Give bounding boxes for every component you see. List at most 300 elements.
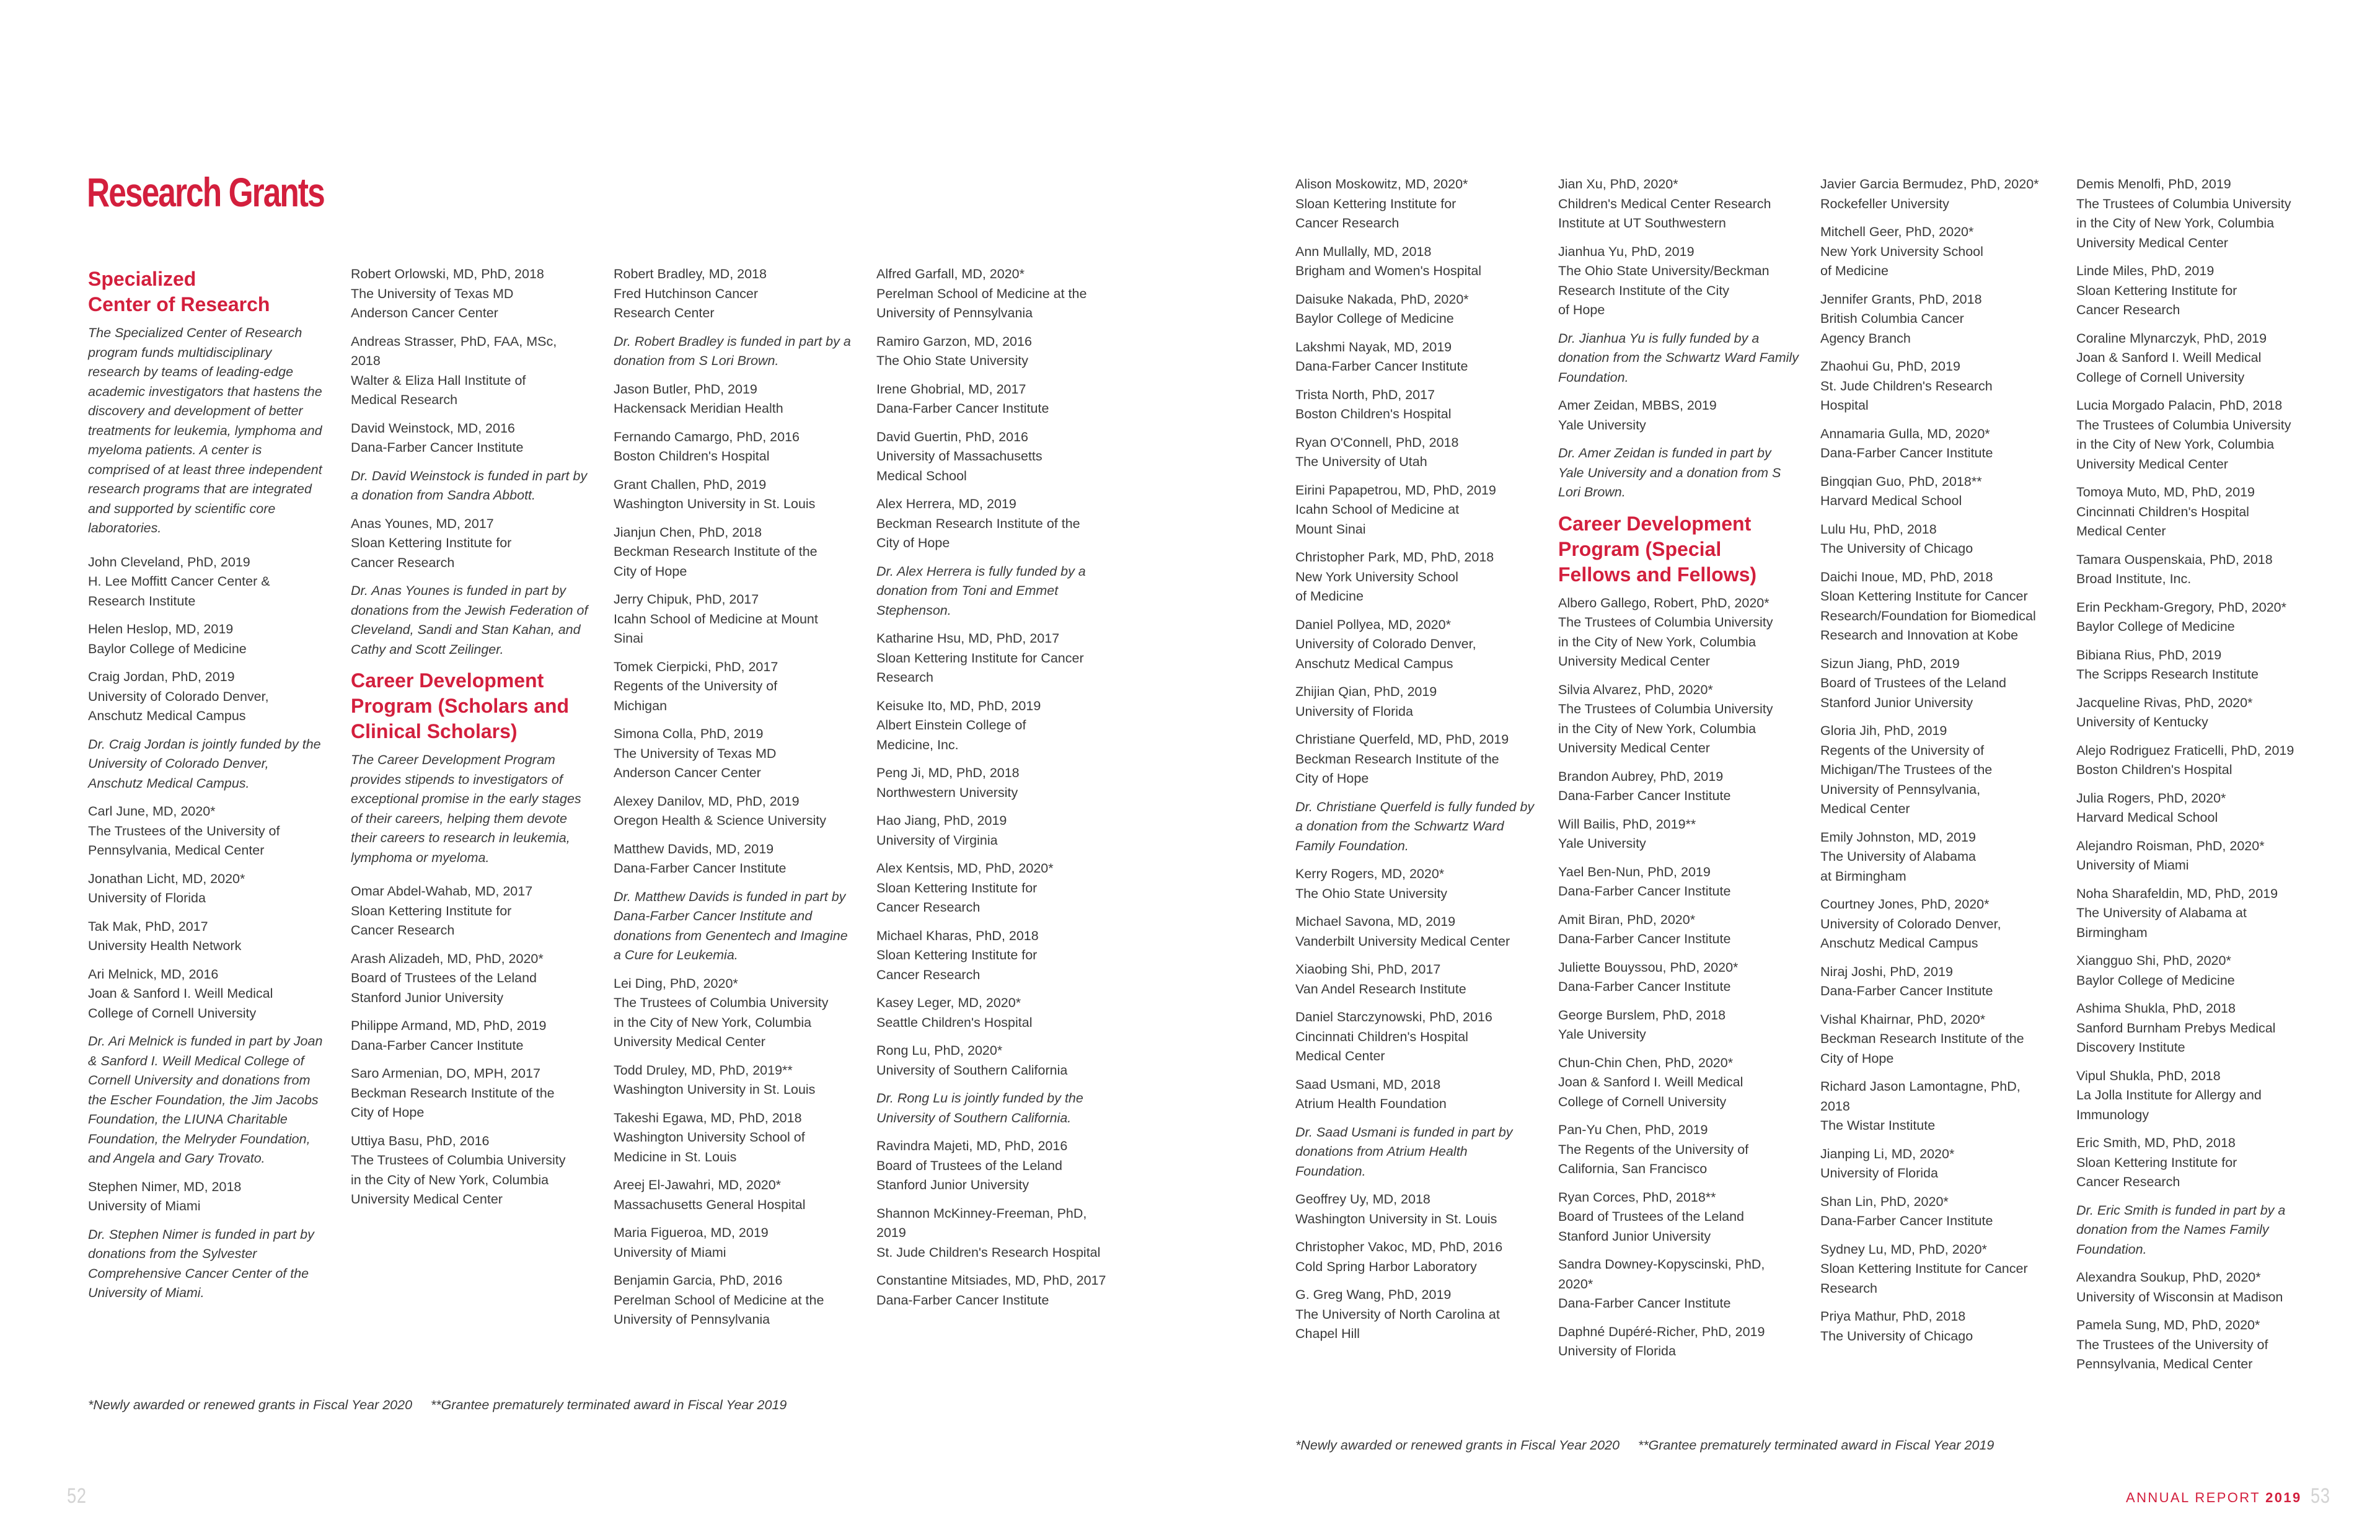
grantee-name: Amit Biran, PhD, 2020* xyxy=(1558,912,1696,927)
grantee-institution: Mount Sinai xyxy=(1295,521,1366,537)
grantee-entry xyxy=(876,993,1115,1032)
grantee-name: Ann Mullally, MD, 2018 xyxy=(1295,244,1432,259)
grantee-institution: The Ohio State University/Beckman xyxy=(1558,263,1770,278)
grantee-name: Alejo Rodriguez Fraticelli, PhD, 2019 xyxy=(2076,742,2294,758)
column-3 xyxy=(614,265,852,1339)
column-8 xyxy=(2076,175,2318,1383)
grantee-name: Matthew Davids, MD, 2019 xyxy=(614,841,774,856)
grantee-entry xyxy=(1820,828,2062,887)
grantee-name: Takeshi Egawa, MD, PhD, 2018 xyxy=(614,1110,802,1125)
grantee-institution: Pennsylvania, Medical Center xyxy=(2076,1357,2253,1371)
page-title: Research Grants xyxy=(87,169,324,215)
grantee-institution: The Scripps Research Institute xyxy=(2076,667,2259,682)
grantee-name: Julia Rogers, PhD, 2020* xyxy=(2076,790,2226,806)
funding-note: Dr. David Weinstock is funded in part by a donation from Sandra Abbott. xyxy=(351,468,588,503)
grantee-entry xyxy=(2076,1268,2318,1307)
grantee-institution: Icahn School of Medicine at xyxy=(1295,502,1460,517)
grantee-entry xyxy=(876,811,1115,850)
grantee-institution: Massachusetts General Hospital xyxy=(614,1197,806,1212)
grantee-entry xyxy=(351,1016,589,1055)
grantee-name: Anas Younes, MD, 2017 xyxy=(351,516,494,531)
grantee-name: Christiane Querfeld, MD, PhD, 2019 xyxy=(1295,732,1509,747)
grantee-name: Tak Mak, PhD, 2017 xyxy=(88,918,208,934)
grantee-name: Shannon McKinney-Freeman, PhD, xyxy=(876,1205,1087,1221)
grantee-name: Tamara Ouspenskaia, PhD, 2018 xyxy=(2076,552,2273,567)
grantee-entry xyxy=(1820,425,2062,464)
grantee-name: John Cleveland, PhD, 2019 xyxy=(88,554,250,570)
grantee-institution: Cold Spring Harbor Laboratory xyxy=(1295,1259,1477,1274)
grantee-institution: Stanford Junior University xyxy=(1820,695,1973,710)
grantee-institution: Washington University School of xyxy=(614,1130,805,1145)
grantee-entry xyxy=(1295,548,1537,607)
grantee-entry xyxy=(1820,654,2062,713)
grantee-entry xyxy=(614,1271,852,1330)
grantee-institution: Regents of the University of xyxy=(1820,742,1985,758)
column-4 xyxy=(876,265,1115,1319)
grantee-institution: Dana-Farber Cancer Institute xyxy=(1820,1213,1993,1228)
grantee-entry xyxy=(1558,680,1800,759)
grantee-entry xyxy=(2076,1316,2318,1375)
grantee-institution: Medical Center xyxy=(1820,801,1910,816)
grantee-institution: Dana-Farber Cancer Institute xyxy=(876,1292,1049,1308)
grantee-entry xyxy=(88,917,327,956)
grantee-entry xyxy=(614,428,852,467)
grantee-institution: in the City of New York, Columbia xyxy=(351,1172,549,1187)
grantee-entry xyxy=(614,380,852,419)
grantee-institution: Anschutz Medical Campus xyxy=(1295,656,1453,671)
grantee-name: Lulu Hu, PhD, 2018 xyxy=(1820,521,1937,537)
footnote-left: *Newly awarded or renewed grants in Fiscal Year 2020 **Grantee prematurely terminated award in Fiscal Year 2019 xyxy=(88,1397,787,1412)
grantee-institution: Dana-Farber Cancer Institute xyxy=(351,440,524,455)
grantee-institution: City of Hope xyxy=(1295,771,1369,786)
grantee-institution: Research and Innovation at Kobe xyxy=(1820,628,2019,643)
grantee-name: Alejandro Roisman, PhD, 2020* xyxy=(2076,838,2265,853)
grantee-name: Robert Bradley, MD, 2018 xyxy=(614,266,767,281)
grantee-entry xyxy=(1295,433,1537,472)
grantee-institution: University of Florida xyxy=(1820,1166,1938,1181)
grantee-institution: Dana-Farber Cancer Institute xyxy=(1820,446,1993,460)
grantee-name: Xiaobing Shi, PhD, 2017 xyxy=(1295,962,1441,977)
grantee-entry xyxy=(1558,1006,1800,1045)
grantee-institution: Children's Medical Center Research xyxy=(1558,196,1771,211)
grantee-institution: University of Virginia xyxy=(876,832,998,848)
grantee-institution: Cancer Research xyxy=(2076,302,2180,317)
grantee-institution: Rockefeller University xyxy=(1820,196,1949,211)
grantee-institution: Sloan Kettering Institute for xyxy=(2076,283,2237,298)
grantee-name: Saro Armenian, DO, MPH, 2017 xyxy=(351,1066,540,1081)
grantee-entry xyxy=(2076,1067,2318,1125)
grantee-name: Andreas Strasser, PhD, FAA, MSc, xyxy=(351,333,557,349)
grantee-institution: University Medical Center xyxy=(2076,456,2228,472)
grantee-entry xyxy=(1820,520,2062,559)
grantee-institution: H. Lee Moffitt Cancer Center & xyxy=(88,574,270,589)
grantee-institution: Yale University xyxy=(1558,836,1646,851)
grantee-institution: Brigham and Women's Hospital xyxy=(1295,263,1482,278)
funding-note: Dr. Anas Younes is funded in part by donations from the Jewish Federation of Cleveland, Sandi and Stan Kahan, and Cathy and Scott Zeilinger. xyxy=(351,583,588,657)
section-heading-line: Career Development xyxy=(351,669,544,692)
grantee-entry xyxy=(614,1061,852,1100)
grantee-name: Helen Heslop, MD, 2019 xyxy=(88,622,234,636)
grantee-entry xyxy=(1295,338,1537,377)
grantee-name: Jason Butler, PhD, 2019 xyxy=(614,381,757,397)
grantee-entry xyxy=(614,475,852,514)
grantee-institution: Regents of the University of xyxy=(614,679,778,693)
section-heading-line: Program (Scholars and xyxy=(351,695,570,717)
grantee-institution: Oregon Health & Science University xyxy=(614,813,826,828)
grantee-name: Ramiro Garzon, MD, 2016 xyxy=(876,333,1032,349)
grantee-name: Jian Xu, PhD, 2020* xyxy=(1558,177,1678,191)
grantee-name: Richard Jason Lamontagne, PhD, xyxy=(1820,1079,2021,1094)
grantee-name: Simona Colla, PhD, 2019 xyxy=(614,726,764,741)
grantee-institution: Dana-Farber Cancer Institute xyxy=(876,401,1049,416)
grantee-institution: The Trustees of Columbia University xyxy=(2076,417,2291,433)
grantee-institution: The University of Chicago xyxy=(1820,541,1973,556)
grantee-name: Ashima Shukla, PhD, 2018 xyxy=(2076,1001,2236,1016)
grantee-institution: Medicine in St. Louis xyxy=(614,1149,737,1164)
program-description: The Specialized Center of Research program funds multidisciplinary research by teams of leading-edge academic investigators that hastens the discovery and development of better treatments for leukemia, lymphoma and myeloma patients. A center is comprised of at least three independent research programs that are integrated and supported by scientific core laboratories. xyxy=(88,325,322,535)
funding-note: Dr. Amer Zeidan is funded in part by Yale University and a donation from S Lori Brown. xyxy=(1558,446,1781,499)
grantee-institution: Broad Institute, Inc. xyxy=(2076,571,2192,586)
grantee-name: Mitchell Geer, PhD, 2020* xyxy=(1820,224,1974,239)
grantee-name: Alex Herrera, MD, 2019 xyxy=(876,496,1016,511)
grantee-entry xyxy=(2076,951,2318,990)
grantee-institution: University of Massachusetts xyxy=(876,449,1042,464)
grantee-institution: Dana-Farber Cancer Institute xyxy=(1558,884,1731,899)
grantee-institution: Washington University in St. Louis xyxy=(1295,1211,1497,1226)
grantee-entry xyxy=(88,553,327,612)
grantee-entry xyxy=(88,965,327,1024)
grantee-institution: Albert Einstein College of xyxy=(876,718,1026,733)
grantee-institution: Pennsylvania, Medical Center xyxy=(88,843,265,858)
grantee-institution: University Medical Center xyxy=(614,1034,765,1049)
grantee-entry xyxy=(614,1176,852,1215)
grantee-entry xyxy=(88,802,327,861)
grantee-institution: The Trustees of Columbia University xyxy=(351,1153,566,1168)
grantee-institution: Seattle Children's Hospital xyxy=(876,1014,1033,1030)
grantee-institution: Sloan Kettering Institute for Cancer xyxy=(1820,589,2028,604)
grantee-name: Michael Kharas, PhD, 2018 xyxy=(876,928,1039,943)
grantee-entry xyxy=(1295,912,1537,951)
grantee-institution: College of Cornell University xyxy=(2076,369,2245,385)
grantee-entry xyxy=(876,629,1115,688)
grantee-name: Benjamin Garcia, PhD, 2016 xyxy=(614,1273,783,1288)
column-2 xyxy=(351,265,589,1218)
grantee-name: Javier Garcia Bermudez, PhD, 2020* xyxy=(1820,177,2039,191)
grantee-name: Areej El-Jawahri, MD, 2020* xyxy=(614,1177,782,1192)
grantee-entry xyxy=(88,869,327,909)
grantee-entry xyxy=(2076,789,2318,828)
grantee-institution: Michigan xyxy=(614,698,668,713)
grantee-institution: Boston Children's Hospital xyxy=(614,449,770,464)
grantee-entry xyxy=(876,763,1115,803)
grantee-entry xyxy=(876,265,1115,323)
program-description: The Career Development Program provides stipends to investigators of exceptional promise in the early stages of their careers, helping them devote their careers to research in leukemia, lymphoma or myeloma. xyxy=(351,752,581,865)
grantee-institution: at Birmingham xyxy=(1820,868,1906,884)
grantee-institution: Cancer Research xyxy=(351,923,455,938)
grantee-name: Constantine Mitsiades, MD, PhD, 2017 xyxy=(876,1273,1106,1288)
grantee-entry xyxy=(1558,175,1800,234)
grantee-institution: Perelman School of Medicine at the xyxy=(614,1292,824,1308)
grantee-institution: Cancer Research xyxy=(2076,1174,2180,1189)
grantee-name: Ravindra Majeti, MD, PhD, 2016 xyxy=(876,1138,1068,1153)
grantee-name: Amer Zeidan, MBBS, 2019 xyxy=(1558,398,1717,413)
grantee-name: Zhaohui Gu, PhD, 2019 xyxy=(1820,359,1960,374)
grantee-institution: University of Florida xyxy=(1558,1344,1676,1358)
grantee-institution: Baylor College of Medicine xyxy=(2076,972,2235,988)
grantee-name: Rong Lu, PhD, 2020* xyxy=(876,1043,1003,1058)
grantee-institution: Sloan Kettering Institute for Cancer xyxy=(876,650,1084,666)
grantee-name: Zhijian Qian, PhD, 2019 xyxy=(1295,684,1437,699)
grantee-institution: Harvard Medical School xyxy=(2076,810,2218,825)
grantee-name: Keisuke Ito, MD, PhD, 2019 xyxy=(876,698,1041,713)
grantee-institution: Sloan Kettering Institute for xyxy=(876,948,1038,962)
page-number-left: 52 xyxy=(67,1484,87,1508)
grantee-name: Jacqueline Rivas, PhD, 2020* xyxy=(2076,695,2253,710)
grantee-institution: Medical Center xyxy=(1295,1049,1385,1063)
grantee-name: Emily Johnston, MD, 2019 xyxy=(1820,829,1976,845)
grantee-name: Alison Moskowitz, MD, 2020* xyxy=(1295,177,1468,191)
grantee-institution: City of Hope xyxy=(614,563,687,579)
grantee-entry xyxy=(1558,1322,1800,1362)
grantee-institution: The Trustees of the University of xyxy=(2076,1337,2268,1352)
grantee-institution: Hospital xyxy=(1820,398,1869,413)
grantee-name: Ryan Corces, PhD, 2018** xyxy=(1558,1189,1716,1205)
grantee-name: Daichi Inoue, MD, PhD, 2018 xyxy=(1820,569,1993,584)
grantee-entry xyxy=(1820,472,2062,511)
grantee-institution: Anschutz Medical Campus xyxy=(1820,936,1978,951)
grantee-name: G. Greg Wang, PhD, 2019 xyxy=(1295,1287,1452,1302)
grantee-entry xyxy=(2076,550,2318,589)
column-1 xyxy=(88,266,327,1312)
grantee-name: Arash Alizadeh, MD, PhD, 2020* xyxy=(351,951,544,966)
grantee-name: Priya Mathur, PhD, 2018 xyxy=(1820,1309,1966,1324)
grantee-institution: City of Hope xyxy=(876,535,950,550)
grantee-institution: 2018 xyxy=(351,353,381,368)
grantee-institution: Agency Branch xyxy=(1820,330,1911,346)
grantee-entry xyxy=(1558,1120,1800,1179)
grantee-name: Brandon Aubrey, PhD, 2019 xyxy=(1558,768,1724,784)
grantee-entry xyxy=(351,949,589,1008)
grantee-institution: Board of Trustees of the Leland xyxy=(351,970,537,985)
grantee-institution: Beckman Research Institute of the xyxy=(1820,1031,2024,1046)
grantee-entry xyxy=(1295,1008,1537,1067)
grantee-name: Coraline Mlynarczyk, PhD, 2019 xyxy=(2076,330,2267,346)
grantee-entry xyxy=(1295,615,1537,674)
grantee-entry xyxy=(88,667,327,726)
grantee-name: Jianhua Yu, PhD, 2019 xyxy=(1558,244,1695,259)
grantee-entry xyxy=(1820,568,2062,646)
grantee-entry xyxy=(88,1177,327,1217)
grantee-institution: Sloan Kettering Institute for xyxy=(1295,196,1457,211)
grantee-institution: Sanford Burnham Prebys Medical xyxy=(2076,1020,2276,1036)
grantee-institution: The Trustees of Columbia University xyxy=(614,995,829,1010)
grantee-institution: Fred Hutchinson Cancer xyxy=(614,286,759,301)
grantee-institution: The University of Chicago xyxy=(1820,1328,1973,1344)
grantee-institution: Atrium Health Foundation xyxy=(1295,1096,1447,1111)
section-heading-line: Fellows and Fellows) xyxy=(1558,563,1757,586)
grantee-name: Trista North, PhD, 2017 xyxy=(1295,387,1435,402)
grantee-institution: Anschutz Medical Campus xyxy=(88,708,246,723)
grantee-institution: Cancer Research xyxy=(351,555,455,570)
grantee-institution: Research xyxy=(876,670,934,685)
grantee-name: Saad Usmani, MD, 2018 xyxy=(1295,1076,1441,1092)
grantee-name: Ari Melnick, MD, 2016 xyxy=(88,966,219,982)
grantee-name: Alex Kentsis, MD, PhD, 2020* xyxy=(876,861,1054,876)
grantee-institution: Medical School xyxy=(876,468,967,483)
grantee-name: Uttiya Basu, PhD, 2016 xyxy=(351,1133,490,1148)
grantee-institution: Beckman Research Institute of the xyxy=(351,1085,555,1101)
grantee-entry xyxy=(876,859,1115,918)
grantee-name: Christopher Vakoc, MD, PhD, 2016 xyxy=(1295,1239,1503,1254)
grantee-entry xyxy=(1295,385,1537,425)
grantee-institution: The Trustees of Columbia University xyxy=(1558,702,1773,716)
grantee-name: Demis Menolfi, PhD, 2019 xyxy=(2076,177,2231,191)
grantee-institution: Stanford Junior University xyxy=(876,1177,1029,1192)
grantee-institution: College of Cornell University xyxy=(1558,1094,1727,1109)
grantee-entry xyxy=(876,495,1115,553)
grantee-name: Geoffrey Uy, MD, 2018 xyxy=(1295,1192,1430,1207)
grantee-institution: Stanford Junior University xyxy=(1558,1228,1711,1244)
funding-note: Dr. Robert Bradley is funded in part by a donation from S Lori Brown. xyxy=(614,333,851,368)
grantee-entry xyxy=(876,1271,1115,1310)
grantee-institution: Boston Children's Hospital xyxy=(2076,762,2232,777)
grantee-name: Fernando Camargo, PhD, 2016 xyxy=(614,429,800,444)
grantee-name: Alexey Danilov, MD, PhD, 2019 xyxy=(614,793,800,809)
column-6 xyxy=(1558,175,1800,1370)
funding-note: Dr. Matthew Davids is funded in part by Dana-Farber Cancer Institute and donations from Genentech and Imagine a Cure for Leukemia. xyxy=(614,889,848,962)
grantee-entry xyxy=(1295,481,1537,540)
grantee-institution: Institute at UT Southwestern xyxy=(1558,216,1726,231)
page-number-right: 53 xyxy=(2311,1484,2330,1508)
grantee-name: Sizun Jiang, PhD, 2019 xyxy=(1820,656,1960,671)
section-heading-line: Clinical Scholars) xyxy=(351,720,518,742)
section-heading-line: Career Development xyxy=(1558,512,1752,535)
grantee-institution: Medical Center xyxy=(2076,524,2166,539)
grantee-institution: Research/Foundation for Biomedical xyxy=(1820,608,2036,623)
grantee-name: Jennifer Grants, PhD, 2018 xyxy=(1820,291,1982,307)
grantee-institution: 2019 xyxy=(876,1225,906,1240)
grantee-entry xyxy=(876,697,1115,755)
grantee-institution: The Trustees of the University of xyxy=(88,823,280,838)
grantee-institution: Stanford Junior University xyxy=(351,990,504,1005)
grantee-name: Noha Sharafeldin, MD, PhD, 2019 xyxy=(2076,886,2278,901)
grantee-entry xyxy=(1558,1255,1800,1314)
grantee-institution: Chapel Hill xyxy=(1295,1326,1360,1341)
grantee-name: Peng Ji, MD, PhD, 2018 xyxy=(876,765,1020,780)
grantee-institution: Research xyxy=(1820,1280,1878,1296)
grantee-name: Tomek Cierpicki, PhD, 2017 xyxy=(614,659,778,674)
grantee-institution: University of Kentucky xyxy=(2076,715,2208,729)
grantee-name: Jerry Chipuk, PhD, 2017 xyxy=(614,592,759,607)
grantee-institution: Vanderbilt University Medical Center xyxy=(1295,933,1510,949)
grantee-entry xyxy=(2076,693,2318,733)
section-heading xyxy=(351,668,589,744)
grantee-name: Bingqian Guo, PhD, 2018** xyxy=(1820,473,1982,489)
grantee-name: George Burslem, PhD, 2018 xyxy=(1558,1007,1726,1023)
grantee-institution: in the City of New York, Columbia xyxy=(614,1014,812,1030)
grantee-institution: College of Cornell University xyxy=(88,1005,257,1021)
grantee-institution: University Medical Center xyxy=(351,1192,503,1207)
grantee-name: Daisuke Nakada, PhD, 2020* xyxy=(1295,291,1469,307)
grantee-institution: California, San Francisco xyxy=(1558,1161,1708,1176)
grantee-entry xyxy=(1295,960,1537,999)
grantee-entry xyxy=(351,1132,589,1210)
grantee-institution: Sloan Kettering Institute for xyxy=(2076,1155,2237,1170)
funding-note: Dr. Craig Jordan is jointly funded by the University of Colorado Denver, Anschutz Medical Campus. xyxy=(88,736,321,791)
funding-note: Dr. Rong Lu is jointly funded by the University of Southern California. xyxy=(876,1091,1083,1125)
grantee-name: Tomoya Muto, MD, PhD, 2019 xyxy=(2076,485,2255,499)
grantee-institution: Dana-Farber Cancer Institute xyxy=(1558,788,1731,803)
grantee-institution: 2018 xyxy=(1820,1098,1850,1114)
grantee-institution: Dana-Farber Cancer Institute xyxy=(1295,359,1468,374)
grantee-entry xyxy=(1820,1240,2062,1299)
grantee-institution: University of Southern California xyxy=(876,1062,1068,1078)
grantee-institution: 2020* xyxy=(1558,1276,1593,1291)
funding-note: Dr. Jianhua Yu is fully funded by a donation from the Schwartz Ward Family Foundation. xyxy=(1558,330,1799,385)
grantee-name: Yael Ben-Nun, PhD, 2019 xyxy=(1558,864,1711,879)
grantee-entry xyxy=(1820,357,2062,416)
grantee-entry xyxy=(614,1223,852,1262)
grantee-institution: Cancer Research xyxy=(876,967,981,982)
grantee-institution: The University of Texas MD xyxy=(614,746,777,761)
grantee-entry xyxy=(1820,962,2062,1001)
grantee-entry xyxy=(1558,767,1800,806)
grantee-institution: in the City of New York, Columbia xyxy=(1558,634,1756,649)
grantee-name: Eirini Papapetrou, MD, PhD, 2019 xyxy=(1295,482,1496,498)
grantee-name: Daniel Starczynowski, PhD, 2016 xyxy=(1295,1010,1492,1024)
grantee-entry xyxy=(2076,741,2318,780)
grantee-entry xyxy=(1558,910,1800,949)
grantee-name: Kerry Rogers, MD, 2020* xyxy=(1295,866,1445,881)
grantee-institution: Sloan Kettering Institute for xyxy=(351,535,512,550)
grantee-name: Lei Ding, PhD, 2020* xyxy=(614,975,738,991)
grantee-institution: The University of Utah xyxy=(1295,454,1427,469)
grantee-institution: Immunology xyxy=(2076,1107,2149,1122)
grantee-entry xyxy=(2076,396,2318,474)
grantee-institution: Northwestern University xyxy=(876,785,1018,800)
grantee-institution: The Ohio State University xyxy=(1295,886,1447,901)
grantee-institution: Harvard Medical School xyxy=(1820,493,1962,508)
grantee-institution: University of Pennsylvania, xyxy=(1820,781,1981,797)
grantee-institution: Research Center xyxy=(614,306,715,320)
grantee-institution: in the City of New York, Columbia xyxy=(1558,721,1756,736)
grantee-name: Juliette Bouyssou, PhD, 2020* xyxy=(1558,959,1739,975)
grantee-institution: Dana-Farber Cancer Institute xyxy=(1558,931,1731,946)
grantee-name: Craig Jordan, PhD, 2019 xyxy=(88,669,235,684)
grantee-institution: Perelman School of Medicine at the xyxy=(876,286,1087,301)
grantee-institution: Baylor College of Medicine xyxy=(2076,619,2235,634)
grantee-entry xyxy=(2076,999,2318,1058)
grantee-institution: The Regents of the University of xyxy=(1558,1142,1749,1157)
grantee-entry xyxy=(1820,1010,2062,1069)
grantee-institution: Hackensack Meridian Health xyxy=(614,401,783,416)
grantee-entry xyxy=(2076,329,2318,388)
grantee-institution: University Health Network xyxy=(88,938,242,953)
grantee-institution: of Hope xyxy=(1558,302,1605,317)
funding-note: Dr. Christiane Querfeld is fully funded by a donation from the Schwartz Ward Family Foundation. xyxy=(1295,799,1535,853)
funding-note: Dr. Saad Usmani is funded in part by donations from Atrium Health Foundation. xyxy=(1295,1124,1513,1179)
grantee-name: Pan-Yu Chen, PhD, 2019 xyxy=(1558,1122,1708,1137)
grantee-institution: Sinai xyxy=(614,631,643,646)
grantee-name: Niraj Joshi, PhD, 2019 xyxy=(1820,964,1953,979)
grantee-name: Ryan O'Connell, PhD, 2018 xyxy=(1295,434,1459,450)
grantee-entry xyxy=(614,523,852,582)
grantee-entry xyxy=(876,428,1115,486)
grantee-name: Lucia Morgado Palacin, PhD, 2018 xyxy=(2076,398,2283,413)
funding-note: Dr. Ari Melnick is funded in part by Joan & Sanford I. Weill Medical College of Cornell University and donations from the Escher Foundation, the Jim Jacobs Foundation, the LIUNA Charitable Foundation, the Melryder Foundation, and Angela and Gary Trovato. xyxy=(88,1034,323,1166)
grantee-entry xyxy=(1295,682,1537,721)
grantee-institution: Board of Trustees of the Leland xyxy=(1820,675,2007,690)
